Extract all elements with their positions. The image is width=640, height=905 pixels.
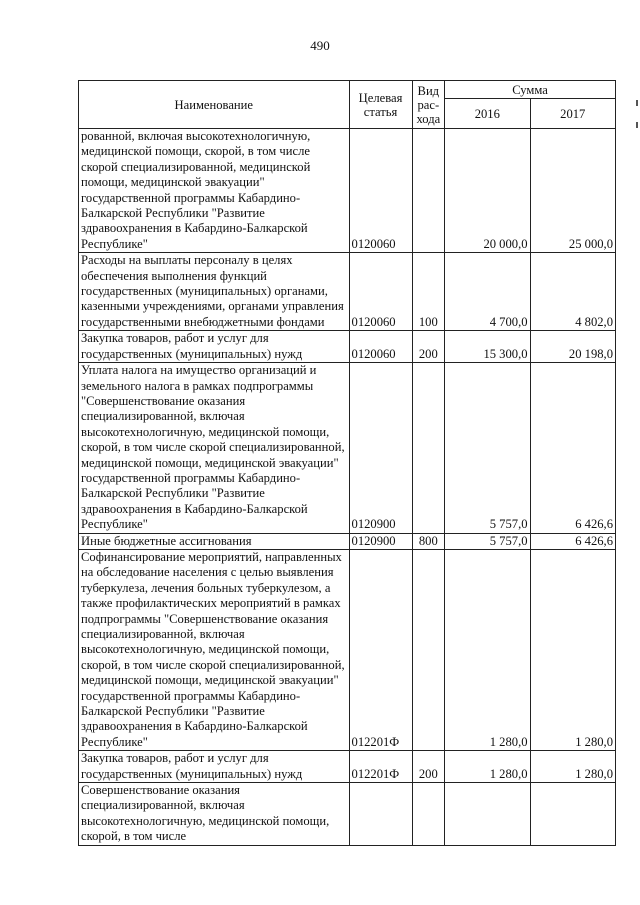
row-sum-2016: 4 700,0 [445,253,530,331]
table-header [79,81,616,129]
table-row [79,533,616,549]
row-sum-2017: 6 426,6 [530,533,615,549]
row-target-article: 0120900 [349,533,412,549]
row-sum-2016: 1 280,0 [445,751,530,783]
header-year-2016: 2016 [445,99,530,129]
row-sum-2017: 20 198,0 [530,331,615,363]
row-expense-kind [412,129,445,253]
row-name: Совершенствование оказания специализированной, включая высокотехнологичную, медицинской помощи, скорой, в том числе [79,783,350,846]
header-year-2017: 2017 [530,99,615,129]
header-expense-kind: Вид рас-хода [412,81,445,129]
header-sum: Сумма [445,81,616,99]
table-row [79,783,616,846]
row-sum-2017 [530,783,615,846]
table-body [79,129,616,846]
scan-edge-mark [636,122,638,128]
table-row [79,363,616,533]
page-number: 490 [310,38,330,53]
row-target-article: 012201Ф [349,549,412,750]
row-expense-kind: 200 [412,331,445,363]
row-sum-2016: 5 757,0 [445,363,530,533]
table-row [79,751,616,783]
row-name: рованной, включая высокотехнологичную, медицинской помощи, скорой, в том числе скорой специализированной, медицинской помощи, медицинской эвакуации" государственной программы Кабардино-Балкарской Республики "Развитие здравоохранения в Кабардино-Балкарской Республике" [79,129,350,253]
row-name: Закупка товаров, работ и услуг для государственных (муниципальных) нужд [79,331,350,363]
row-expense-kind [412,783,445,846]
row-expense-kind [412,363,445,533]
row-sum-2017: 1 280,0 [530,549,615,750]
table-row [79,253,616,331]
row-sum-2016: 5 757,0 [445,533,530,549]
header-name: Наименование [79,81,350,129]
row-name: Расходы на выплаты персоналу в целях обеспечения выполнения функций государственных (муниципальных) органами, казенными учреждениями, органами управления государственными внебюджетными фондами [79,253,350,331]
row-target-article: 0120060 [349,129,412,253]
row-name: Уплата налога на имущество организаций и земельного налога в рамках подпрограммы "Совершенствование оказания специализированной, включая высокотехнологичную, медицинской помощи, скорой, в том числе скорой специализированной, медицинской помощи, медицинской эвакуации" государственной программы Кабардино-Балкарской Республики "Развитие здравоохранения в Кабардино-Балкарской Республике" [79,363,350,533]
row-sum-2016: 20 000,0 [445,129,530,253]
table-row [79,129,616,253]
row-sum-2017: 25 000,0 [530,129,615,253]
row-target-article: 012201Ф [349,751,412,783]
row-name: Иные бюджетные ассигнования [79,533,350,549]
row-name: Закупка товаров, работ и услуг для государственных (муниципальных) нужд [79,751,350,783]
row-name: Софинансирование мероприятий, направленных на обследование населения с целью выявления туберкулеза, лечения больных туберкулезом, а также профилактических мероприятий в рамках подпрограммы "Совершенствование оказания специализированной, включая высокотехнологичную, медицинской помощи, скорой, в том числе скорой специализированной, медицинской помощи, медицинской эвакуации" государственной программы Кабардино-Балкарской Республики "Развитие здравоохранения в Кабардино-Балкарской Республике" [79,549,350,750]
row-target-article: 0120060 [349,331,412,363]
row-target-article [349,783,412,846]
row-sum-2017: 6 426,6 [530,363,615,533]
scan-edge-mark [636,100,638,106]
row-sum-2017: 4 802,0 [530,253,615,331]
row-expense-kind [412,549,445,750]
row-expense-kind: 100 [412,253,445,331]
table-row [79,549,616,750]
table-row [79,331,616,363]
row-expense-kind: 200 [412,751,445,783]
row-sum-2017: 1 280,0 [530,751,615,783]
row-sum-2016: 1 280,0 [445,549,530,750]
header-target-article: Целевая статья [349,81,412,129]
row-sum-2016 [445,783,530,846]
row-expense-kind: 800 [412,533,445,549]
budget-table [78,80,616,846]
row-target-article: 0120900 [349,363,412,533]
row-sum-2016: 15 300,0 [445,331,530,363]
row-target-article: 0120060 [349,253,412,331]
